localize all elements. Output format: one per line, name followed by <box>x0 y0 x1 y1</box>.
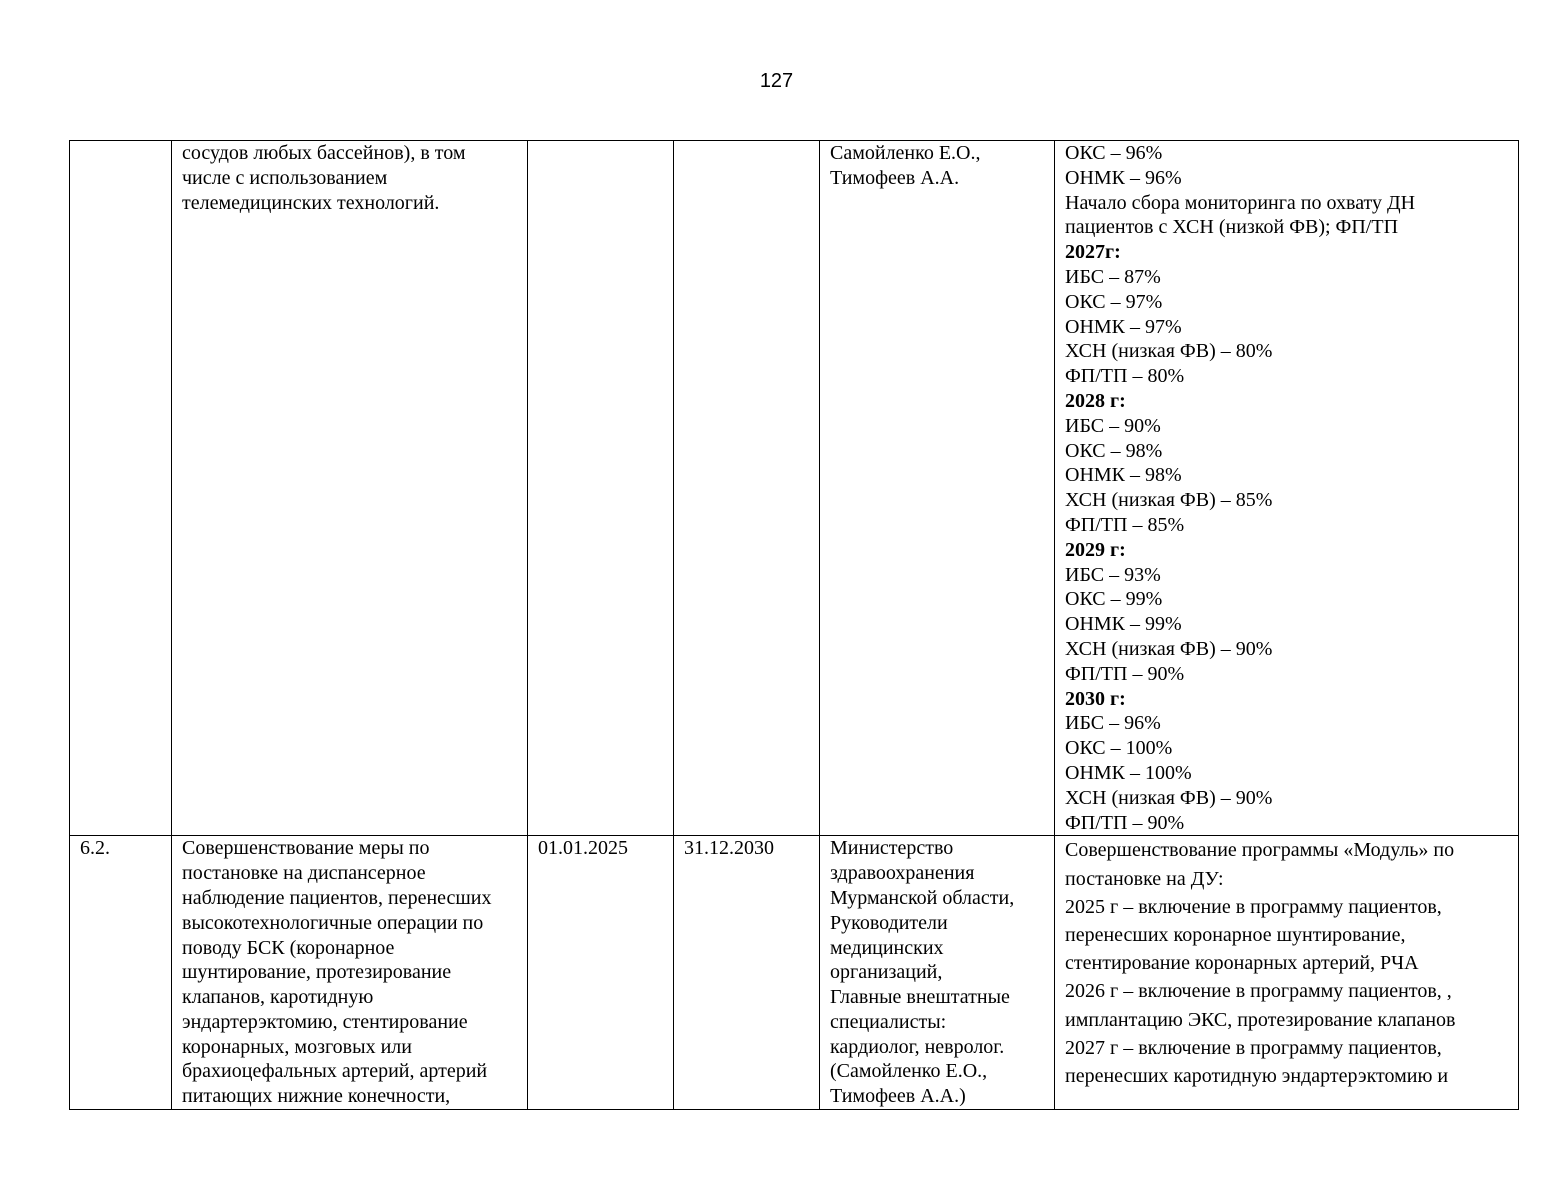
text-line: сосудов любых бассейнов), в том <box>182 142 466 164</box>
cell-end-date <box>674 141 820 836</box>
text-line: ХСН (низкая ФВ) – 80% <box>1065 340 1273 363</box>
text-line: поводу БСК (коронарное <box>182 936 395 959</box>
text-line: ОКС – 96% <box>1065 142 1163 164</box>
text-line: ОНМК – 97% <box>1065 315 1182 338</box>
cell-responsible <box>820 836 1055 1110</box>
cell-measure <box>172 141 528 836</box>
text-line: ИБС – 93% <box>1065 563 1161 586</box>
cell-result <box>1055 836 1519 1110</box>
text-line: ФП/ТП – 85% <box>1065 513 1185 536</box>
text-line: пациентов с ХСН (низкой ФВ); ФП/ТП <box>1065 216 1399 239</box>
text-line: перенесших коронарное шунтирование, <box>1065 923 1406 946</box>
cell-start-date <box>528 141 674 836</box>
text-line: Руководители <box>830 911 948 934</box>
text-line: 2026 г – включение в программу пациентов, , <box>1065 980 1452 1003</box>
text-line: ХСН (низкая ФВ) – 90% <box>1065 637 1273 660</box>
cell-measure <box>172 836 528 1110</box>
text-line: Начало сбора мониторинга по охвату ДН <box>1065 191 1416 214</box>
text-line: ХСН (низкая ФВ) – 90% <box>1065 786 1273 809</box>
text-line: ХСН (низкая ФВ) – 85% <box>1065 489 1273 512</box>
page-number: 127 <box>759 70 794 92</box>
text-line: наблюдение пациентов, перенесших <box>182 886 492 909</box>
text-line: стентирование коронарных артерий, РЧА <box>1065 952 1419 975</box>
text-line: (Самойленко Е.О., <box>830 1060 988 1083</box>
text-line: ОНМК – 98% <box>1065 464 1182 487</box>
text-line: кардиолог, невролог. <box>830 1035 1005 1058</box>
text-line: брахиоцефальных артерий, артерий <box>182 1060 488 1083</box>
text-line: Совершенствование меры по <box>182 837 430 860</box>
text-line: имплантацию ЭКС, протезирование клапанов <box>1065 1008 1456 1031</box>
text-line: 2025 г – включение в программу пациентов, <box>1065 895 1442 918</box>
text-line: постановке на диспансерное <box>182 862 426 885</box>
text-line: телемедицинских технологий. <box>182 191 440 214</box>
text-line: перенесших каротидную эндартерэктомию и <box>1065 1064 1449 1087</box>
text-line: ОКС – 100% <box>1065 737 1173 760</box>
text-line: Тимофеев А.А. <box>830 166 960 189</box>
text-line: ФП/ТП – 90% <box>1065 662 1185 685</box>
text-line: коронарных, мозговых или <box>182 1035 412 1058</box>
text-line: клапанов, каротидную <box>182 986 374 1009</box>
cell-number: 6.2. <box>70 836 172 1110</box>
text-line: ИБС – 90% <box>1065 414 1161 437</box>
text-line: ФП/ТП – 80% <box>1065 365 1185 388</box>
text-line: Тимофеев А.А.) <box>830 1085 966 1108</box>
text-line: шунтирование, протезирование <box>182 961 452 984</box>
text-line: 2030 г: <box>1065 687 1126 710</box>
table-row <box>70 141 1519 836</box>
text-line: организаций, <box>830 961 943 984</box>
text-line: 2027 г – включение в программу пациентов, <box>1065 1036 1442 1059</box>
text-line: специалисты: <box>830 1010 947 1033</box>
text-line: 2029 г: <box>1065 538 1126 561</box>
text-line: ОКС – 98% <box>1065 439 1163 462</box>
text-line: 2028 г: <box>1065 389 1126 412</box>
text-line: постановке на ДУ: <box>1065 867 1224 890</box>
text-line: ИБС – 96% <box>1065 712 1161 735</box>
text-line: здравоохранения <box>830 862 975 885</box>
measures-table <box>69 140 1519 1110</box>
text-line: Мурманской области, <box>830 886 1015 909</box>
text-line: числе с использованием <box>182 166 388 189</box>
text-line: ФП/ТП – 90% <box>1065 811 1185 834</box>
table-row <box>70 836 1519 1110</box>
cell-number <box>70 141 172 836</box>
text-line: Самойленко Е.О., <box>830 142 981 164</box>
text-line: Главные внештатные <box>830 986 1010 1009</box>
text-line: ОНМК – 96% <box>1065 166 1182 189</box>
text-line: высокотехнологичные операции по <box>182 911 484 934</box>
text-line: Министерство <box>830 837 954 860</box>
text-line: ИБС – 87% <box>1065 265 1161 288</box>
text-line: питающих нижние конечности, <box>182 1085 451 1108</box>
cell-responsible <box>820 141 1055 836</box>
text-line: ОНМК – 100% <box>1065 761 1192 784</box>
text-line: 2027г: <box>1065 241 1121 264</box>
text-line: медицинских <box>830 936 944 959</box>
text-line: ОКС – 99% <box>1065 588 1163 611</box>
cell-end-date: 31.12.2030 <box>674 836 820 1110</box>
cell-result <box>1055 141 1519 836</box>
cell-start-date: 01.01.2025 <box>528 836 674 1110</box>
text-line: эндартерэктомию, стентирование <box>182 1010 468 1033</box>
text-line: ОНМК – 99% <box>1065 613 1182 636</box>
text-line: ОКС – 97% <box>1065 290 1163 313</box>
text-line: Совершенствование программы «Модуль» по <box>1065 839 1455 862</box>
